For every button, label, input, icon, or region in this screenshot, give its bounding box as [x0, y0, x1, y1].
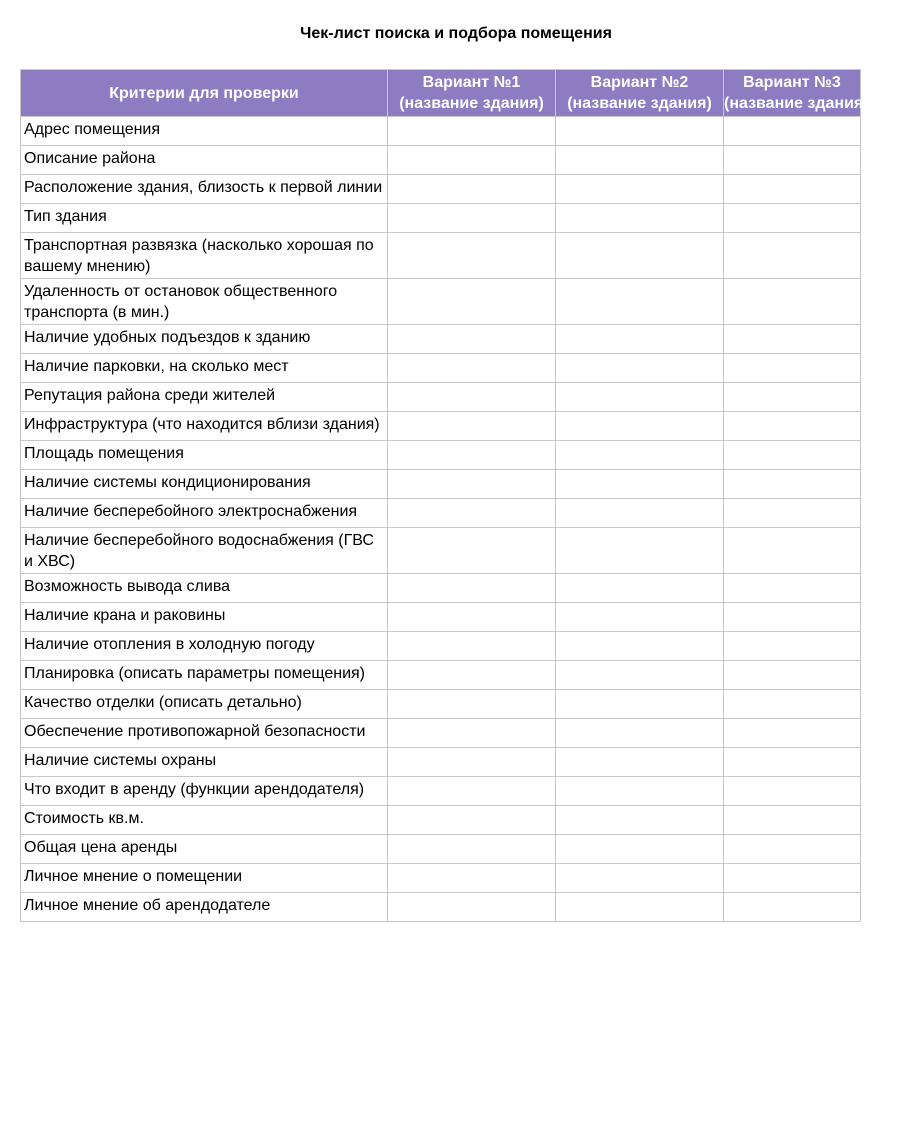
- criterion-label: Наличие крана и раковины: [21, 603, 388, 632]
- variant-2-cell[interactable]: [556, 893, 724, 922]
- variant-2-cell[interactable]: [556, 574, 724, 603]
- variant-2-cell[interactable]: [556, 412, 724, 441]
- table-row: [21, 835, 861, 864]
- page-title: Чек-лист поиска и подбора помещения: [300, 25, 612, 42]
- variant-2-cell[interactable]: [556, 146, 724, 175]
- variant-1-cell[interactable]: [388, 441, 556, 470]
- variant-1-cell[interactable]: [388, 412, 556, 441]
- criterion-label: Стоимость кв.м.: [21, 806, 388, 835]
- variant-1-cell[interactable]: [388, 204, 556, 233]
- variant-2-header: [556, 70, 724, 117]
- criterion-label: Тип здания: [21, 204, 388, 233]
- checklist-table: [20, 69, 869, 922]
- variant-1-name: Вариант №1: [422, 74, 521, 91]
- criterion-label: Возможность вывода слива: [21, 574, 388, 603]
- variant-3-cell[interactable]: [724, 175, 861, 204]
- variant-3-cell[interactable]: [724, 690, 861, 719]
- criterion-label: Наличие бесперебойного водоснабжения (ГВС и ХВС): [21, 528, 388, 574]
- variant-1-cell[interactable]: [388, 835, 556, 864]
- variant-3-cell[interactable]: [724, 632, 861, 661]
- criterion-label: Обеспечение противопожарной безопасности: [21, 719, 388, 748]
- table-row: [21, 748, 861, 777]
- table-row: [21, 864, 861, 893]
- variant-3-cell[interactable]: [724, 383, 861, 412]
- variant-2-cell[interactable]: [556, 719, 724, 748]
- variant-3-cell[interactable]: [724, 528, 861, 574]
- variant-3-subtitle: (название здания): [724, 95, 869, 112]
- criterion-label: Наличие системы кондиционирования: [21, 470, 388, 499]
- variant-1-subtitle: (название здания): [399, 95, 544, 112]
- variant-2-cell[interactable]: [556, 354, 724, 383]
- criterion-label: Планировка (описать параметры помещения): [21, 661, 388, 690]
- variant-1-cell[interactable]: [388, 748, 556, 777]
- variant-3-cell[interactable]: [724, 748, 861, 777]
- variant-1-cell[interactable]: [388, 117, 556, 146]
- variant-2-cell[interactable]: [556, 441, 724, 470]
- criterion-label: Удаленность от остановок общественного транспорта (в мин.): [21, 279, 388, 325]
- variant-3-cell[interactable]: [724, 574, 861, 603]
- criterion-label: Личное мнение о помещении: [21, 864, 388, 893]
- variant-2-cell[interactable]: [556, 470, 724, 499]
- variant-1-cell[interactable]: [388, 690, 556, 719]
- table-row: [21, 661, 861, 690]
- criterion-label: Наличие отопления в холодную погоду: [21, 632, 388, 661]
- table-row: [21, 146, 861, 175]
- criterion-label: Площадь помещения: [21, 441, 388, 470]
- criterion-label: Адрес помещения: [21, 117, 388, 146]
- variant-1-cell[interactable]: [388, 719, 556, 748]
- variant-2-cell[interactable]: [556, 279, 724, 325]
- variant-3-cell[interactable]: [724, 412, 861, 441]
- variant-1-cell[interactable]: [388, 175, 556, 204]
- variant-3-cell[interactable]: [724, 279, 861, 325]
- header-row: [21, 70, 861, 117]
- table-row: [21, 806, 861, 835]
- variant-3-cell[interactable]: [724, 146, 861, 175]
- variant-2-cell[interactable]: [556, 632, 724, 661]
- variant-2-cell[interactable]: [556, 864, 724, 893]
- variant-3-cell[interactable]: [724, 603, 861, 632]
- criterion-label: Наличие парковки, на сколько мест: [21, 354, 388, 383]
- variant-1-cell[interactable]: [388, 325, 556, 354]
- variant-3-cell[interactable]: [724, 806, 861, 835]
- table-row: [21, 574, 861, 603]
- variant-3-cell[interactable]: [724, 325, 861, 354]
- variant-3-cell[interactable]: [724, 661, 861, 690]
- variant-2-subtitle: (название здания): [567, 95, 712, 112]
- table-row: [21, 499, 861, 528]
- variant-3-cell[interactable]: [724, 719, 861, 748]
- table-row: [21, 528, 861, 574]
- table-row: [21, 603, 861, 632]
- variant-3-cell[interactable]: [724, 835, 861, 864]
- variant-2-cell[interactable]: [556, 806, 724, 835]
- variant-3-cell[interactable]: [724, 117, 861, 146]
- table-row: [21, 233, 861, 279]
- table-row: [21, 383, 861, 412]
- criterion-label: Личное мнение об арендодателе: [21, 893, 388, 922]
- variant-2-cell[interactable]: [556, 777, 724, 806]
- table-row: [21, 325, 861, 354]
- variant-2-cell[interactable]: [556, 748, 724, 777]
- variant-2-cell[interactable]: [556, 325, 724, 354]
- variant-1-cell[interactable]: [388, 528, 556, 574]
- criterion-label: Транспортная развязка (насколько хорошая по вашему мнению): [21, 233, 388, 279]
- variant-3-cell[interactable]: [724, 441, 861, 470]
- variant-1-cell[interactable]: [388, 806, 556, 835]
- variant-3-cell[interactable]: [724, 204, 861, 233]
- criterion-label: Описание района: [21, 146, 388, 175]
- table-row: [21, 412, 861, 441]
- criterion-label: Общая цена аренды: [21, 835, 388, 864]
- table-row: [21, 175, 861, 204]
- variant-2-cell[interactable]: [556, 690, 724, 719]
- variant-3-cell[interactable]: [724, 864, 861, 893]
- variant-3-cell[interactable]: [724, 893, 861, 922]
- variant-1-cell[interactable]: [388, 383, 556, 412]
- variant-1-cell[interactable]: [388, 893, 556, 922]
- variant-3-cell[interactable]: [724, 499, 861, 528]
- variant-2-cell[interactable]: [556, 233, 724, 279]
- variant-2-cell[interactable]: [556, 204, 724, 233]
- variant-2-cell[interactable]: [556, 499, 724, 528]
- variant-2-name: Вариант №2: [590, 74, 689, 91]
- variant-1-cell[interactable]: [388, 632, 556, 661]
- table-row: [21, 470, 861, 499]
- criterion-label: Наличие бесперебойного электроснабжения: [21, 499, 388, 528]
- table-row: [21, 279, 861, 325]
- variant-1-cell[interactable]: [388, 777, 556, 806]
- variant-3-cell[interactable]: [724, 233, 861, 279]
- table-row: [21, 441, 861, 470]
- variant-2-cell[interactable]: [556, 175, 724, 204]
- variant-1-cell[interactable]: [388, 279, 556, 325]
- variant-1-header: [388, 70, 556, 117]
- variant-2-cell[interactable]: [556, 528, 724, 574]
- variant-1-cell[interactable]: [388, 603, 556, 632]
- table-row: [21, 719, 861, 748]
- table-row: [21, 893, 861, 922]
- criteria-header: Критерии для проверки: [21, 70, 388, 117]
- variant-1-cell[interactable]: [388, 574, 556, 603]
- variant-1-cell[interactable]: [388, 661, 556, 690]
- variant-1-cell[interactable]: [388, 499, 556, 528]
- variant-2-cell[interactable]: [556, 383, 724, 412]
- criterion-label: Что входит в аренду (функции арендодателя): [21, 777, 388, 806]
- table-row: [21, 204, 861, 233]
- variant-3-name: Вариант №3: [743, 74, 841, 91]
- table-row: [21, 354, 861, 383]
- criterion-label: Инфраструктура (что находится вблизи здания): [21, 412, 388, 441]
- variant-2-cell[interactable]: [556, 603, 724, 632]
- criterion-label: Расположение здания, близость к первой линии: [21, 175, 388, 204]
- variant-3-cell[interactable]: [724, 470, 861, 499]
- table-row: [21, 117, 861, 146]
- variant-1-cell[interactable]: [388, 864, 556, 893]
- variant-2-cell[interactable]: [556, 661, 724, 690]
- variant-1-cell[interactable]: [388, 354, 556, 383]
- variant-3-cell[interactable]: [724, 777, 861, 806]
- variant-1-cell[interactable]: [388, 146, 556, 175]
- variant-3-header: [724, 70, 869, 117]
- table-row: [21, 777, 861, 806]
- variant-2-cell[interactable]: [556, 117, 724, 146]
- criterion-label: Репутация района среди жителей: [21, 383, 388, 412]
- variant-3-cell[interactable]: [724, 354, 861, 383]
- variant-2-cell[interactable]: [556, 835, 724, 864]
- criterion-label: Наличие удобных подъездов к зданию: [21, 325, 388, 354]
- variant-1-cell[interactable]: [388, 470, 556, 499]
- table-row: [21, 632, 861, 661]
- table-row: [21, 690, 861, 719]
- criterion-label: Качество отделки (описать детально): [21, 690, 388, 719]
- criterion-label: Наличие системы охраны: [21, 748, 388, 777]
- variant-1-cell[interactable]: [388, 233, 556, 279]
